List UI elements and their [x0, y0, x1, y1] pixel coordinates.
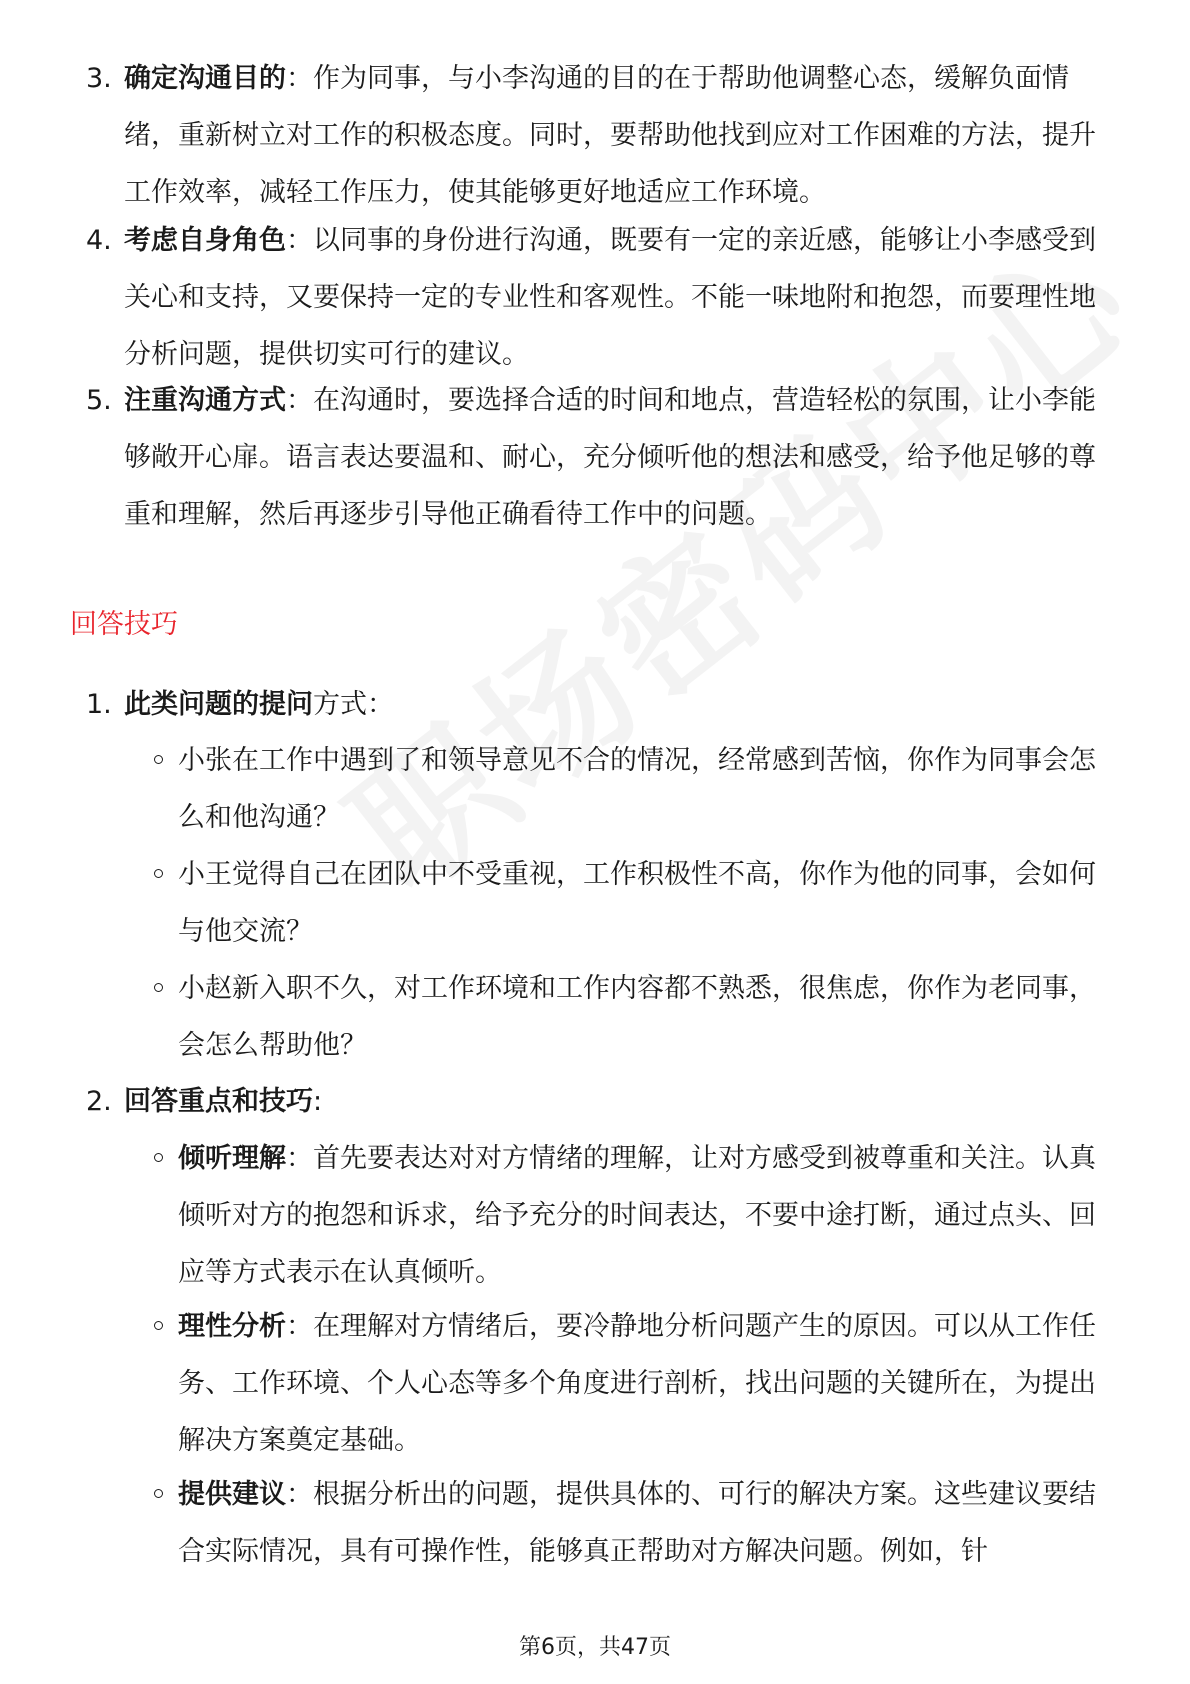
- sub-list-item: [148, 1298, 1116, 1469]
- sub-list-item: [148, 960, 1116, 1074]
- sub-item-title: 理性分析: [178, 1311, 286, 1342]
- item-text: ：以同事的身份进行沟通，既要有一定的亲近感，能够让小李感受到关心和支持，又要保持一定的专业性和客观性。不能一味地附和抱怨，而要理性地分析问题，提供切实可行的建议。: [124, 225, 1096, 370]
- item-title: 注重沟通方式: [124, 385, 286, 416]
- item-text: ：作为同事，与小李沟通的目的在于帮助他调整心态，缓解负面情绪，重新树立对工作的积极态度。同时，要帮助他找到应对工作困难的方法，提升工作效率，减轻工作压力，使其能够更好地适应工作环境。: [124, 63, 1096, 208]
- item-number: 3.: [86, 63, 112, 94]
- list-item-5: [86, 372, 1116, 543]
- list-item-3: [86, 50, 1116, 221]
- item-text: ：在沟通时，要选择合适的时间和地点，营造轻松的氛围，让小李能够敞开心扉。语言表达要温和、耐心，充分倾听他的想法和感受，给予他足够的尊重和理解，然后再逐步引导他正确看待工作中的问题。: [124, 385, 1096, 530]
- sub-item-text: 小张在工作中遇到了和领导意见不合的情况，经常感到苦恼，你作为同事会怎么和他沟通？: [178, 745, 1096, 833]
- sub-item-text: ：根据分析出的问题，提供具体的、可行的解决方案。这些建议要结合实际情况，具有可操作性，能够真正帮助对方解决问题。例如，针: [178, 1479, 1096, 1567]
- bullet-icon: [154, 869, 163, 878]
- item-text: :: [313, 1086, 323, 1117]
- sub-item-title: 提供建议: [178, 1479, 286, 1510]
- bullet-icon: [154, 755, 163, 764]
- item-title: 此类问题的提问: [124, 689, 313, 720]
- list-item-4: [86, 212, 1116, 383]
- item-title: 确定沟通目的: [124, 63, 286, 94]
- sub-item-text: ：首先要表达对对方情绪的理解，让对方感受到被尊重和关注。认真倾听对方的抱怨和诉求，给予充分的时间表达，不要中途打断，通过点头、回应等方式表示在认真倾听。: [178, 1143, 1096, 1288]
- bullet-icon: [154, 983, 163, 992]
- item-number: 1.: [86, 689, 112, 720]
- sub-item-title: 倾听理解: [178, 1143, 286, 1174]
- bullet-icon: [154, 1321, 163, 1330]
- item-title: 考虑自身角色: [124, 225, 286, 256]
- section-heading: 回答技巧: [70, 609, 178, 640]
- sub-list-item: [148, 1466, 1116, 1580]
- sub-item-text: ：在理解对方情绪后，要冷静地分析问题产生的原因。可以从工作任务、工作环境、个人心态等多个角度进行剖析，找出问题的关键所在，为提出解决方案奠定基础。: [178, 1311, 1096, 1456]
- item-text: 方式：: [313, 689, 394, 720]
- sub-item-text: 小王觉得自己在团队中不受重视，工作积极性不高，你作为他的同事，会如何与他交流？: [178, 859, 1096, 947]
- item-title: 回答重点和技巧: [124, 1086, 313, 1117]
- bullet-icon: [154, 1153, 163, 1162]
- sub-list-item: [148, 846, 1116, 960]
- tip-item-2: [86, 1073, 1116, 1130]
- tip-item-1: [86, 676, 1116, 733]
- sub-item-text: 小赵新入职不久，对工作环境和工作内容都不熟悉，很焦虑，你作为老同事，会怎么帮助他？: [178, 973, 1096, 1061]
- item-number: 2.: [86, 1086, 112, 1117]
- item-number: 4.: [86, 225, 112, 256]
- page-footer: 第6页，共47页: [519, 1635, 671, 1660]
- sub-list-item: [148, 1130, 1116, 1301]
- item-number: 5.: [86, 385, 112, 416]
- sub-list-item: [148, 732, 1116, 846]
- bullet-icon: [154, 1489, 163, 1498]
